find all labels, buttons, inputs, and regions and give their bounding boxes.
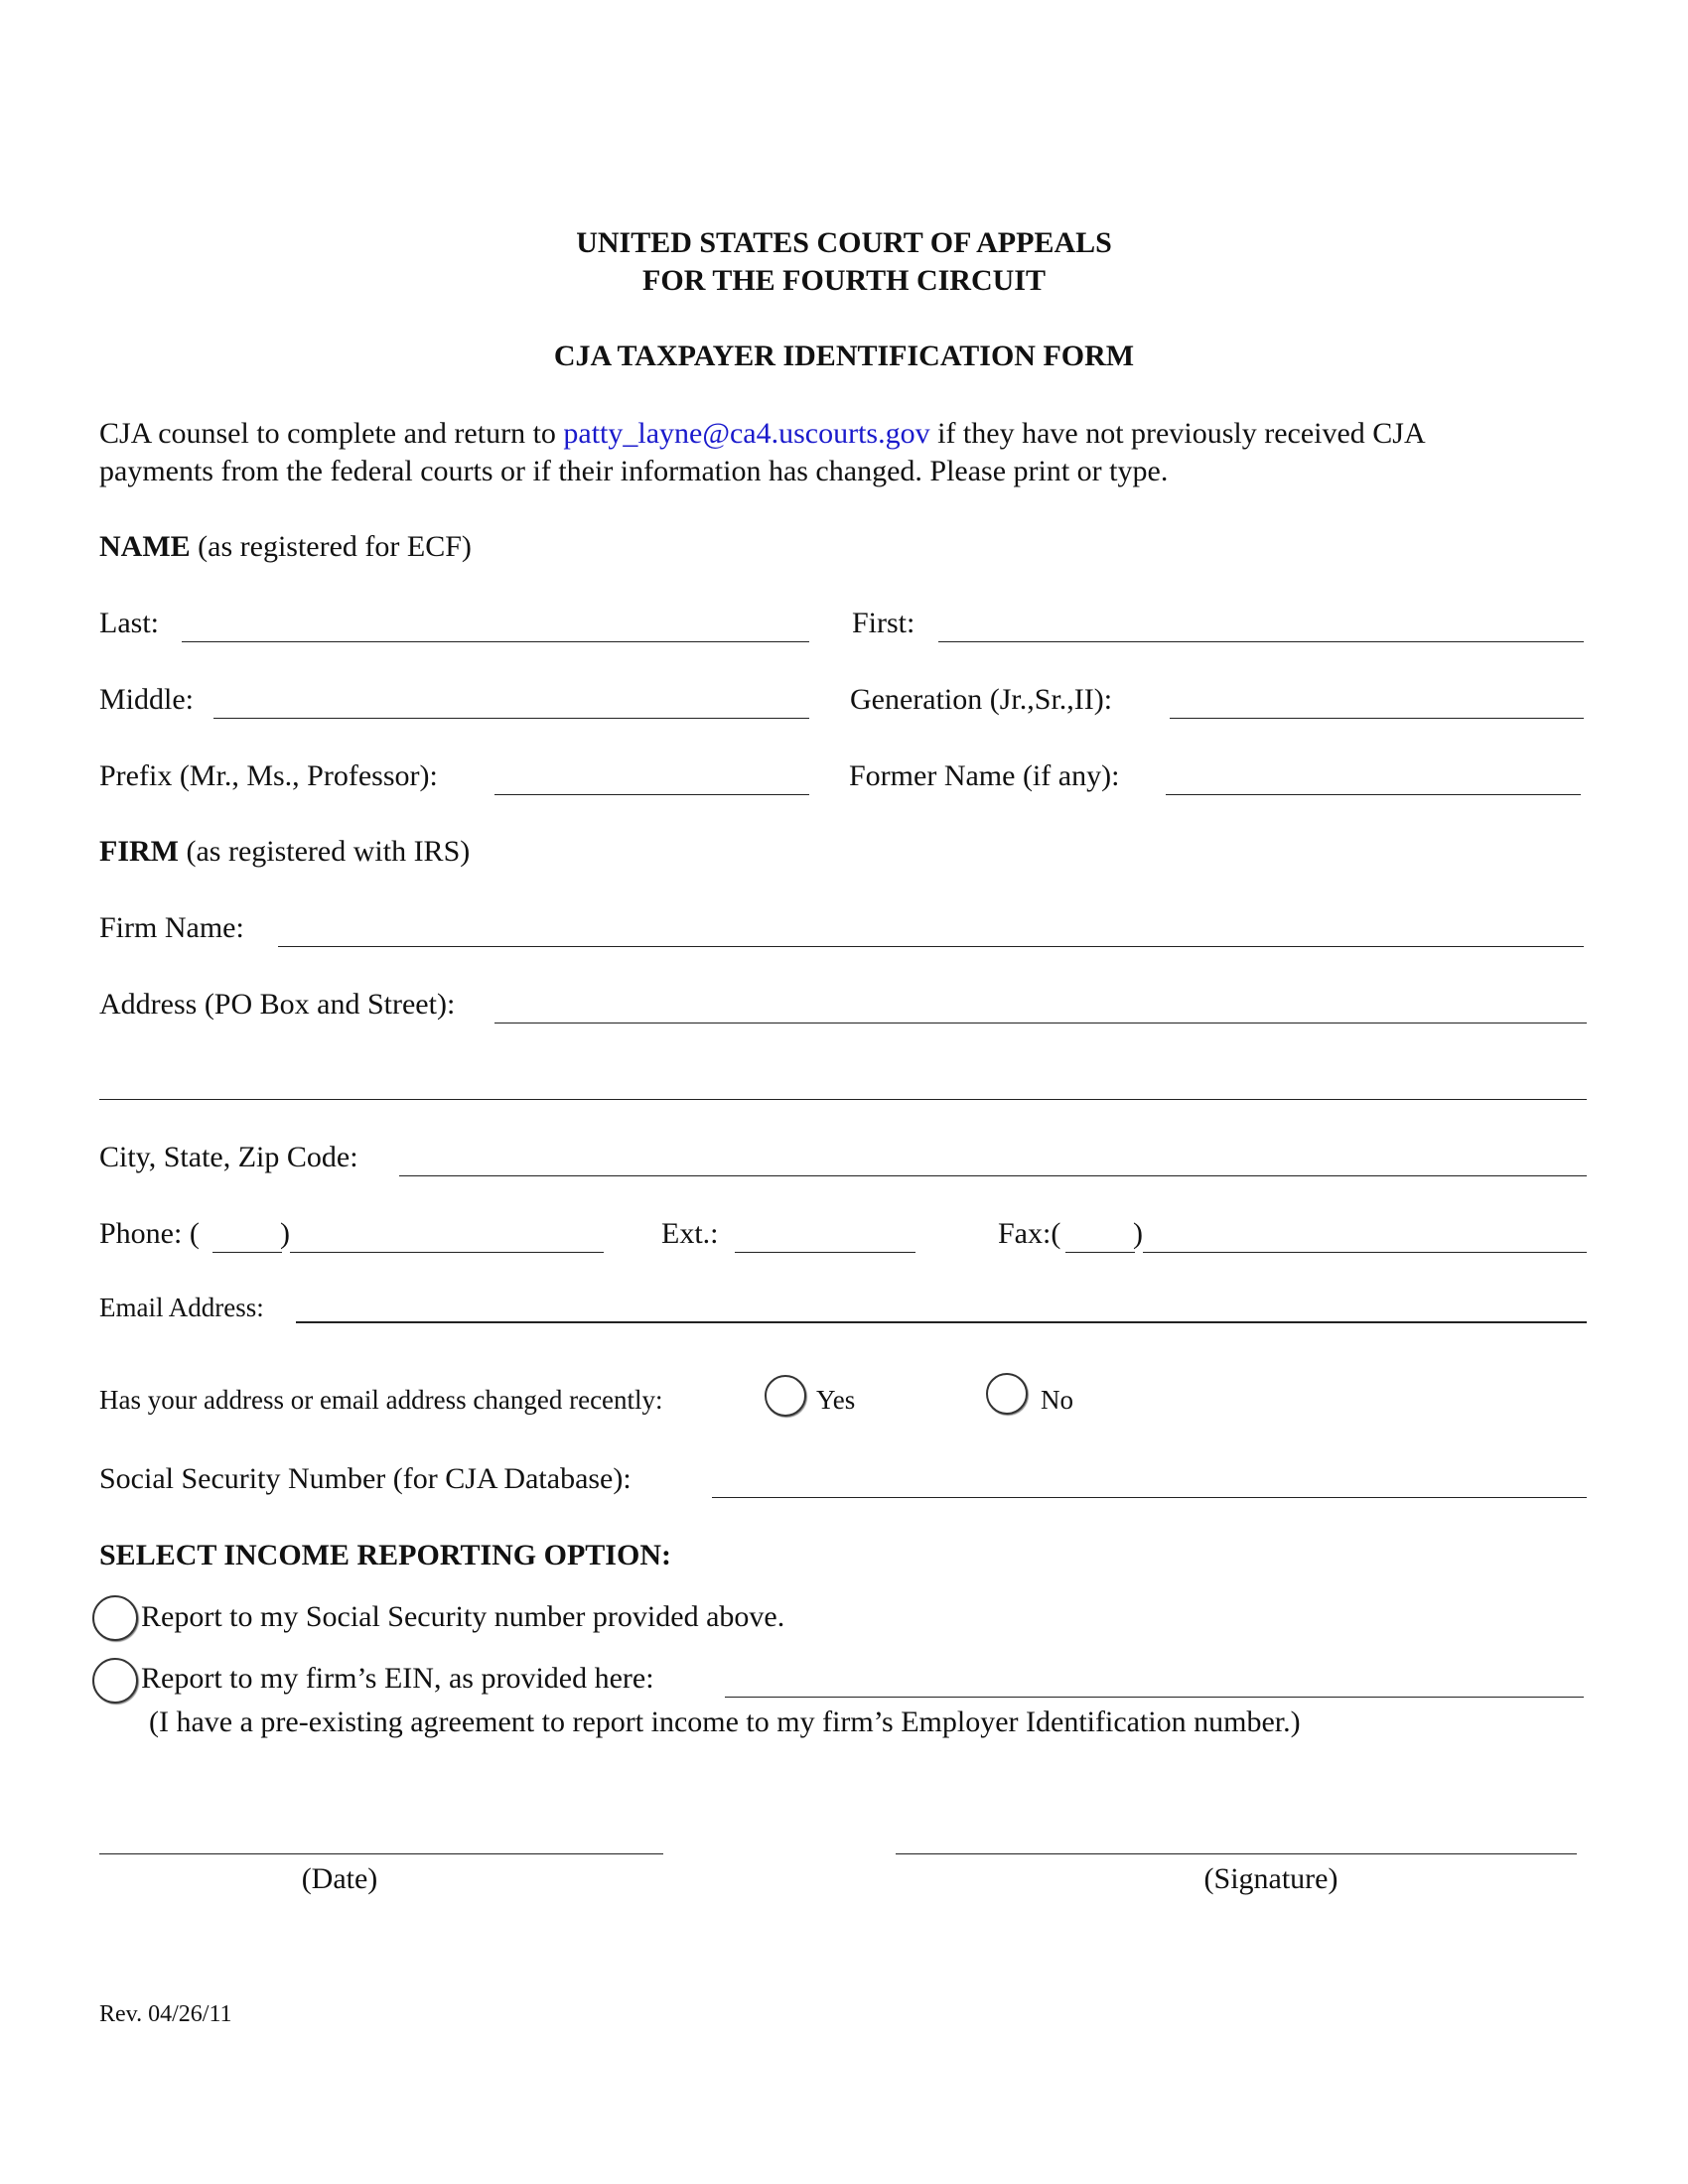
intro-text-after: if they have not previously received CJA bbox=[929, 417, 1426, 450]
date-field[interactable] bbox=[99, 1853, 663, 1854]
firm-section-title: FIRM bbox=[99, 835, 179, 868]
intro-text-before: CJA counsel to complete and return to bbox=[99, 417, 564, 450]
city-state-zip-field[interactable] bbox=[399, 1175, 1587, 1176]
phone-close-paren: ) bbox=[280, 1217, 290, 1250]
city-state-zip-label: City, State, Zip Code: bbox=[99, 1141, 358, 1173]
phone-label: Phone: ( bbox=[99, 1217, 200, 1250]
address-changed-no-label: No bbox=[1041, 1385, 1073, 1415]
court-title-line2: FOR THE FOURTH CIRCUIT bbox=[642, 264, 1046, 297]
middle-name-label: Middle: bbox=[99, 683, 194, 716]
contact-email-link[interactable]: patty_layne@ca4.uscourts.gov bbox=[563, 417, 930, 450]
address-field-line2[interactable] bbox=[99, 1099, 1587, 1100]
first-name-field[interactable] bbox=[938, 641, 1584, 642]
name-section-title: NAME bbox=[99, 530, 191, 563]
address-changed-yes-radio[interactable] bbox=[765, 1375, 806, 1417]
last-name-field[interactable] bbox=[182, 641, 809, 642]
middle-name-field[interactable] bbox=[213, 718, 809, 719]
generation-field[interactable] bbox=[1170, 718, 1584, 719]
address-changed-no-radio[interactable] bbox=[986, 1373, 1028, 1415]
signature-field[interactable] bbox=[896, 1853, 1577, 1854]
form-title: CJA TAXPAYER IDENTIFICATION FORM bbox=[553, 340, 1135, 372]
prefix-field[interactable] bbox=[494, 794, 809, 795]
former-name-field[interactable] bbox=[1166, 794, 1581, 795]
name-section-heading bbox=[99, 530, 472, 564]
email-address-label: Email Address: bbox=[99, 1293, 264, 1322]
email-address-field[interactable] bbox=[296, 1321, 1587, 1323]
address-changed-question: Has your address or email address changed recently: bbox=[99, 1385, 663, 1415]
firm-name-field[interactable] bbox=[278, 946, 1584, 947]
intro-line1 bbox=[99, 417, 1426, 451]
phone-area-code-field[interactable] bbox=[212, 1252, 282, 1253]
first-name-label: First: bbox=[852, 607, 915, 639]
signature-label: (Signature) bbox=[1203, 1862, 1338, 1895]
intro-line2: payments from the federal courts or if their information has changed. Please print or type. bbox=[99, 455, 1169, 487]
report-ssn-radio[interactable] bbox=[92, 1595, 138, 1641]
fax-number-field[interactable] bbox=[1143, 1252, 1587, 1253]
firm-section-note: (as registered with IRS) bbox=[178, 835, 471, 868]
income-option-title: SELECT INCOME REPORTING OPTION: bbox=[99, 1539, 671, 1571]
ein-field[interactable] bbox=[725, 1697, 1584, 1698]
revision-date: Rev. 04/26/11 bbox=[99, 2001, 232, 2027]
fax-label: Fax:( bbox=[998, 1217, 1061, 1250]
fax-close-paren: ) bbox=[1133, 1217, 1143, 1250]
prefix-label: Prefix (Mr., Ms., Professor): bbox=[99, 759, 438, 792]
former-name-label: Former Name (if any): bbox=[849, 759, 1120, 792]
generation-label: Generation (Jr.,Sr.,II): bbox=[850, 683, 1113, 716]
ext-label: Ext.: bbox=[661, 1217, 719, 1250]
name-section-note: (as registered for ECF) bbox=[190, 530, 472, 563]
ssn-field[interactable] bbox=[712, 1497, 1587, 1498]
report-ein-label: Report to my firm’s EIN, as provided here: bbox=[141, 1662, 654, 1695]
firm-name-label: Firm Name: bbox=[99, 911, 244, 944]
address-changed-yes-label: Yes bbox=[816, 1385, 856, 1415]
court-title-line1: UNITED STATES COURT OF APPEALS bbox=[576, 226, 1112, 259]
address-label: Address (PO Box and Street): bbox=[99, 988, 456, 1021]
report-ssn-label: Report to my Social Security number provided above. bbox=[141, 1600, 785, 1633]
income-option-heading bbox=[99, 1539, 671, 1572]
ein-agreement-note: (I have a pre-existing agreement to report income to my firm’s Employer Identification number.) bbox=[149, 1706, 1301, 1738]
phone-number-field[interactable] bbox=[290, 1252, 604, 1253]
fax-area-code-field[interactable] bbox=[1065, 1252, 1135, 1253]
ssn-label: Social Security Number (for CJA Database): bbox=[99, 1462, 632, 1495]
date-label: (Date) bbox=[301, 1862, 378, 1895]
ext-field[interactable] bbox=[735, 1252, 915, 1253]
address-field-line1[interactable] bbox=[494, 1023, 1587, 1024]
report-ein-radio[interactable] bbox=[92, 1658, 138, 1704]
last-name-label: Last: bbox=[99, 607, 159, 639]
firm-section-heading bbox=[99, 835, 470, 869]
